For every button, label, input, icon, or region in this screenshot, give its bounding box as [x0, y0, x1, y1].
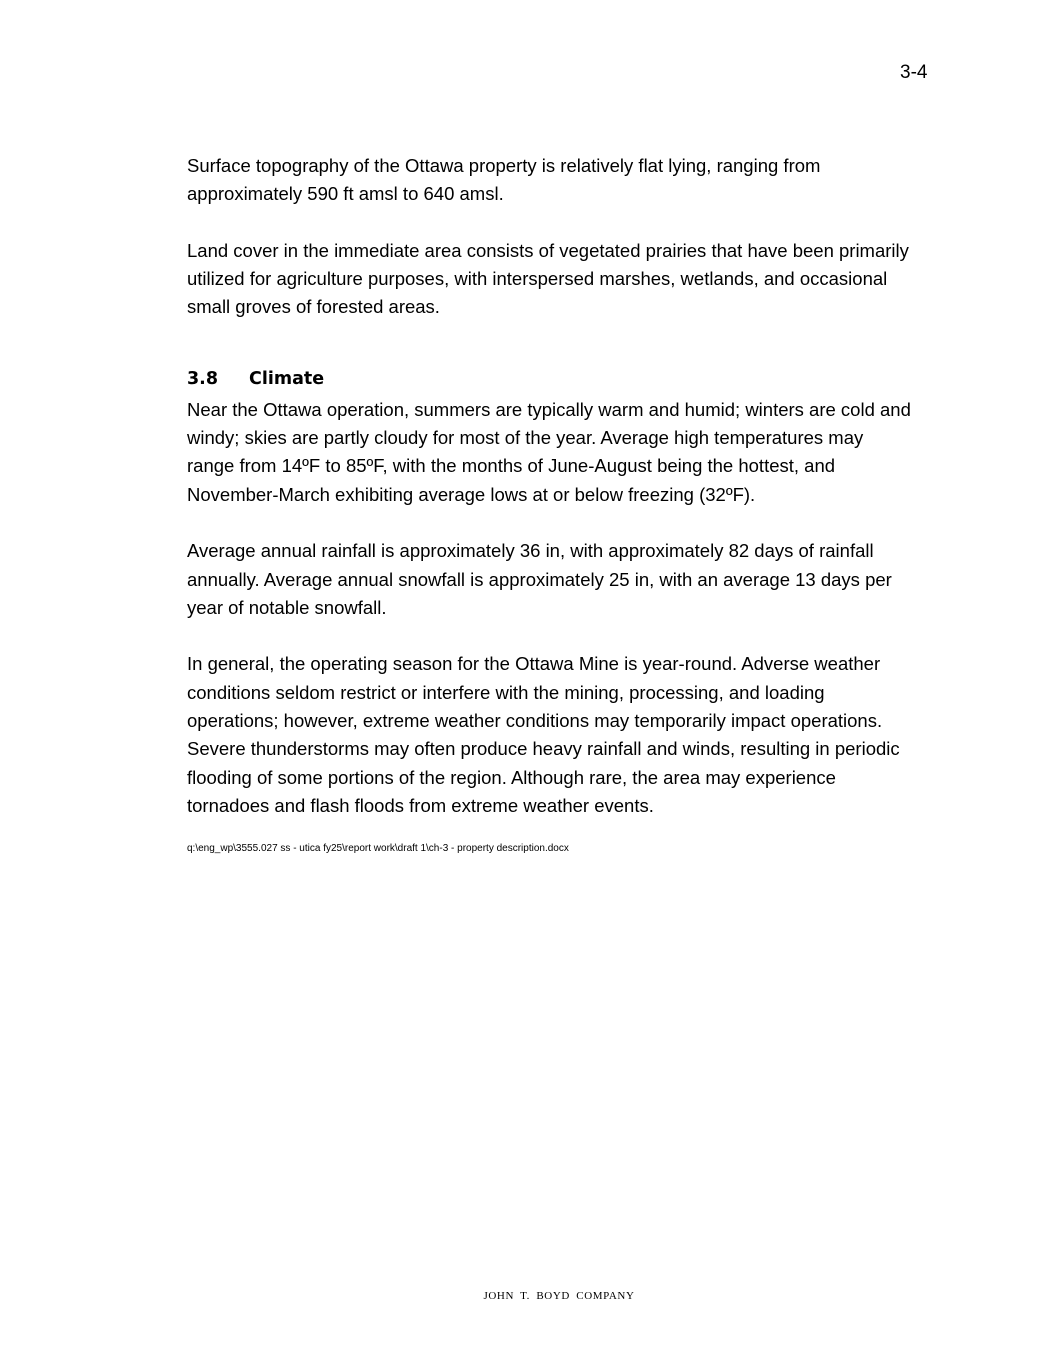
footer-company: JOHN T. BOYD COMPANY: [483, 1290, 635, 1302]
paragraph-land-cover: Land cover in the immediate area consists of vegetated prairies that have been primarily utilized for agriculture purposes, with interspersed marshes, wetlands, and occasional small groves of forested areas.: [187, 239, 909, 318]
page-number: 3-4: [900, 62, 928, 83]
section-number: 3.8: [187, 368, 219, 389]
paragraph-climate-overview: Near the Ottawa operation, summers are typically warm and humid; winters are cold and windy; skies are partly cloudy for most of the year. Average high temperatures may range from 14ºF to 85ºF, with the months of June-August being the hottest, and November-March exhibiting average lows at or below freezing (32ºF).: [187, 398, 911, 505]
paragraph-operating-season: In general, the operating season for the Ottawa Mine is year-round. Adverse weather conditions seldom restrict or interfere with the mining, processing, and loading operations; however, extreme weather conditions may temporarily impact operations. Severe thunderstorms may often produce heavy rainfall and winds, resulting in periodic flooding of some portions of the region. Although rare, the area may experience tornadoes and flash floods from extreme weather events.: [187, 653, 900, 816]
document-body: [187, 152, 947, 855]
section-heading-climate: [187, 368, 947, 390]
paragraph-precipitation: Average annual rainfall is approximately 36 in, with approximately 82 days of rainfall annually. Average annual snowfall is approximately 25 in, with an average 13 days per year of notable snowfall.: [187, 540, 892, 618]
file-path: q:\eng_wp\3555.027 ss - utica fy25\report work\draft 1\ch-3 - property description.docx: [187, 842, 569, 854]
section-title: Climate: [249, 368, 325, 389]
paragraph-topography: Surface topography of the Ottawa property is relatively flat lying, ranging from approximately 590 ft amsl to 640 amsl.: [187, 155, 821, 205]
